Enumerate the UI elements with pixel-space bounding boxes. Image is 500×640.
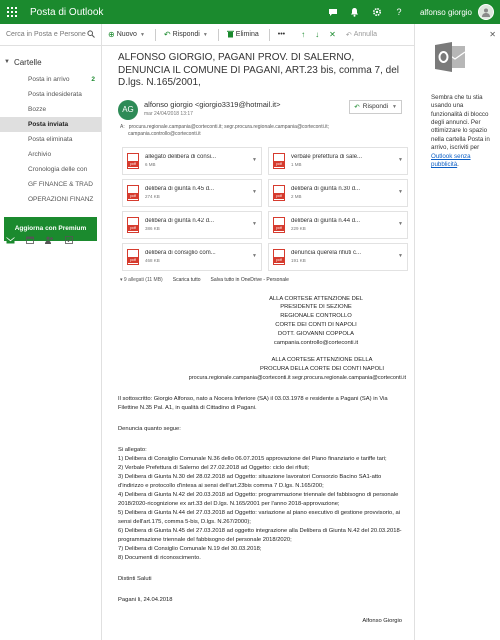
attachment-size: 229 KB xyxy=(291,226,306,231)
new-button[interactable] xyxy=(108,30,145,39)
divider xyxy=(269,29,270,41)
pdf-icon xyxy=(273,153,285,169)
folder-deleted[interactable] xyxy=(0,132,101,147)
ad-text: Sembra che tu stia usando una funzionalità di blocco degli annunci. Per ottimizzare lo spazio nella cartella Posta in arrivo, iscriviti per xyxy=(431,94,490,152)
place-date: Pagani li, 24.04.2018 xyxy=(118,596,173,603)
attachment-name: delibera di giunta n.44 d... xyxy=(291,218,361,224)
attachment-size: 191 KB xyxy=(291,258,306,263)
attachment-card[interactable] xyxy=(122,179,262,207)
search-input[interactable]: Cerca in Posta e Persone xyxy=(6,31,86,38)
signature: Alfonso Giorgio xyxy=(362,617,402,624)
chevron-down-icon: ▾ xyxy=(120,276,123,283)
address-line: PROCURA DELLA CORTE DEI CONTI NAPOLI xyxy=(260,366,384,373)
message-header xyxy=(118,100,406,120)
greeting: Distinti Saluti xyxy=(118,575,152,582)
divider xyxy=(155,29,156,41)
attachment-name: denuncia querela rifiuti c... xyxy=(291,250,362,256)
folder-archive[interactable] xyxy=(0,147,101,162)
address-line: DOTT. GIOVANNI COPPOLA xyxy=(278,331,354,338)
undo-button[interactable] xyxy=(346,31,377,39)
attachment-name: delibera di giunta n.45 d... xyxy=(145,186,215,192)
module-switcher xyxy=(0,234,101,248)
pdf-icon xyxy=(127,153,139,169)
bell-icon[interactable] xyxy=(344,0,366,24)
gear-icon[interactable] xyxy=(366,0,388,24)
attachment-card[interactable] xyxy=(122,211,262,239)
folder-operazioni[interactable] xyxy=(0,192,101,207)
app-title[interactable]: Posta di Outlook xyxy=(30,6,104,18)
recipients-line[interactable]: procura.regionale.campania@corteconti.it; segr.procura.regionale.campania@corteconti.it; xyxy=(128,123,329,130)
undo-icon: ↶ xyxy=(345,31,352,39)
address-line: CORTE DEI CONTI DI NAPOLI xyxy=(275,322,357,329)
pdf-icon xyxy=(127,249,139,265)
folder-conversation-history[interactable] xyxy=(0,162,101,177)
folder-label: Posta indesiderata xyxy=(28,91,82,98)
reply-icon: ↶ xyxy=(163,30,171,39)
list-item: 4) Delibera di Giunta N.42 del 20.03.2018 ad Oggetto: programmazione triennale del fabbisogno di personale 2018/2020-ricognizione ex art.33 del D.lgs. N.165/2001 per l'anno 2018-approvazione; xyxy=(118,491,399,507)
list-item: 1) Delibera di Consiglio Comunale N.36 dello 06.07.2015 approvazione del Piano finanziario e tariffe tari; xyxy=(118,455,387,462)
tasks-icon[interactable] xyxy=(65,236,73,246)
unread-count: 2 xyxy=(91,76,95,83)
divider xyxy=(218,29,219,41)
attachment-size: 2 MB xyxy=(291,194,302,199)
chevron-down-icon[interactable]: ▼ xyxy=(202,31,208,38)
chevron-down-icon[interactable]: ▼ xyxy=(398,252,403,259)
help-icon[interactable]: ? xyxy=(396,7,402,17)
attachment-card[interactable] xyxy=(268,243,408,271)
new-label: Nuovo xyxy=(116,31,137,38)
address-block-1 xyxy=(236,295,396,349)
pdf-icon xyxy=(273,185,285,201)
arrow-down-icon[interactable]: ↓ xyxy=(315,30,320,39)
attachment-name: verbale prefettura di sale... xyxy=(291,154,363,160)
chevron-down-icon[interactable]: ▼ xyxy=(252,220,257,227)
people-icon[interactable] xyxy=(45,236,54,246)
arrow-up-icon[interactable]: ↑ xyxy=(301,30,306,39)
delete-button[interactable] xyxy=(227,30,259,40)
attachment-name: delibera di consiglio com... xyxy=(145,250,216,256)
recipients-line[interactable]: campania.controllo@corteconti.it xyxy=(128,131,201,137)
message-body xyxy=(118,295,406,626)
chevron-down-icon[interactable]: ▼ xyxy=(4,59,10,65)
attachment-size: 274 KB xyxy=(145,194,160,199)
delete-label: Elimina xyxy=(235,31,259,38)
attachment-card[interactable] xyxy=(268,179,408,207)
undo-label: Annulla xyxy=(353,31,378,38)
address-line: ALLA CORTESE ATTENZIONE DEL xyxy=(269,295,363,302)
attachment-size: 386 KB xyxy=(145,226,160,231)
plus-icon: ⊕ xyxy=(108,30,115,39)
list-item: 6) Delibera di Giunta N.45 del 27.03.2018 ad oggetto integrazione alla Delibera di Giunta N.42 del 20.03.2018-programmazione triennale del fabbisogno del personale 2018/2020; xyxy=(118,527,402,543)
attachment-card[interactable] xyxy=(268,211,408,239)
reply-label: Rispondi xyxy=(172,31,200,38)
attachment-count: 9 allegati (11 MB) xyxy=(123,276,163,283)
command-bar xyxy=(102,24,414,46)
folder-junk[interactable] xyxy=(0,87,101,102)
ad-suffix: . xyxy=(457,160,459,168)
folder-label: Posta inviata xyxy=(28,121,69,128)
attachment-card[interactable] xyxy=(122,147,262,175)
outlook-logo-icon xyxy=(435,42,467,72)
chevron-down-icon[interactable]: ▼ xyxy=(139,31,145,38)
attachment-size: 1 MB xyxy=(291,162,302,167)
folder-drafts[interactable] xyxy=(0,102,101,117)
ad-free-link[interactable]: Outlook senza pubblicità xyxy=(431,152,471,168)
attachment-summary[interactable] xyxy=(120,277,163,283)
waffle-icon[interactable] xyxy=(0,0,24,24)
trash-icon xyxy=(227,30,234,40)
ad-pane xyxy=(414,24,500,640)
folder-label: Cronologia delle con xyxy=(28,166,88,173)
mail-icon[interactable] xyxy=(6,237,15,246)
chevron-down-icon[interactable]: ▼ xyxy=(252,156,257,163)
chevron-down-icon[interactable]: ▼ xyxy=(398,220,403,227)
attachment-name: delibera di giunta n.30 d... xyxy=(291,186,361,192)
intro-paragraph: Il sottoscritto: Giorgio Alfonso, nato a Nocera Inferiore (SA) il 03.03.1978 e residente a Pagani (SA) in Via Filettine N.35 Pal. A1, in qualità di Cittadino di Pagani. xyxy=(118,395,388,411)
attachment-grid xyxy=(122,147,406,271)
chevron-down-icon[interactable]: ▼ xyxy=(252,252,257,259)
folder-sent[interactable] xyxy=(0,117,101,132)
attachment-card[interactable] xyxy=(122,243,262,271)
address-line: PRESIDENTE DI SEZIONE xyxy=(280,304,352,311)
document-list xyxy=(118,455,406,563)
reading-pane xyxy=(102,46,414,640)
folders-header[interactable] xyxy=(0,52,101,72)
chevron-down-icon[interactable]: ▼ xyxy=(392,103,397,110)
recipient-prefix: A: xyxy=(120,123,125,130)
folder-label: Posta in arrivo xyxy=(28,76,70,83)
pdf-icon xyxy=(127,185,139,201)
pdf-icon xyxy=(273,249,285,265)
reply-button[interactable] xyxy=(349,100,402,114)
reply-menu-button[interactable] xyxy=(164,30,208,39)
pdf-icon xyxy=(273,217,285,233)
attachment-name: allegato delibera di consi... xyxy=(145,154,217,160)
close-icon[interactable]: ✕ xyxy=(489,30,496,39)
close-icon[interactable]: ✕ xyxy=(329,30,336,39)
list-item: 3) Delibera di Giunta N.30 del 28.02.2018 ad Oggetto: situazione lavoratori Consorzio Bacino SA1-atto d'indirizzo e protocollo d'intesa ai sensi dell'art.23bis comma 7 D.lgs. N.165/200; xyxy=(118,473,382,489)
address-line: campania.controllo@corteconti.it xyxy=(273,340,359,347)
folder-list xyxy=(0,72,101,207)
folder-label: OPERAZIONI FINANZ xyxy=(28,196,94,203)
premium-button[interactable]: Aggiorna con Premium xyxy=(4,217,97,241)
sent-date: mar 24/04/2018 13:17 xyxy=(144,110,193,117)
chevron-down-icon[interactable]: ▼ xyxy=(252,188,257,195)
folder-label: Archivio xyxy=(28,151,52,158)
address-block-2 xyxy=(118,356,406,382)
reply-icon: ↶ xyxy=(354,103,360,111)
folder-inbox[interactable] xyxy=(0,72,101,87)
attachment-size: 468 KB xyxy=(145,258,160,263)
attachment-actions xyxy=(120,277,406,283)
reply-label: Rispondi xyxy=(362,103,389,110)
folder-label: Posta eliminata xyxy=(28,136,73,143)
folder-label: GF FINANCE & TRAD xyxy=(28,181,93,188)
attachment-name: delibera di giunta n.42 d... xyxy=(145,218,215,224)
message-subject: ALFONSO GIORGIO, PAGANI PROV. DI SALERNO, DENUNCIA IL COMUNE DI PAGANI, ART.23 bis, comma 7, del D.lgs. N.165/2001, xyxy=(118,52,400,88)
skype-icon[interactable] xyxy=(322,0,344,24)
chevron-down-icon[interactable]: ▼ xyxy=(398,156,403,163)
address-line: REGIONALE CONTROLLO xyxy=(280,313,352,320)
list-item: 7) Delibera di Consiglio Comunale N.19 del 30.03.2018; xyxy=(118,545,262,552)
list-item: 2) Verbale Prefettura di Salerno del 27.02.2018 ad Oggetto: ciclo dei rifiuti; xyxy=(118,464,310,471)
calendar-icon[interactable] xyxy=(26,236,34,246)
sender-avatar[interactable]: AG xyxy=(118,100,138,120)
ad-message xyxy=(431,94,495,169)
attachment-size: 6 MB xyxy=(145,162,156,167)
user-name[interactable]: alfonso giorgio xyxy=(419,7,472,17)
user-avatar[interactable] xyxy=(478,4,494,20)
attachment-card[interactable] xyxy=(268,147,408,175)
list-item: 5) Delibera di Giunta N.44 del 27.03.2018 ad Oggetto: variazione al piano esecutivo di gestione provvisorio, ai sensi dell'art.175, comma 5-bis, D.lgs. N.267/2000); xyxy=(118,509,400,525)
search-icon[interactable] xyxy=(87,30,95,40)
save-onedrive-link[interactable]: Salva tutto in OneDrive - Personale xyxy=(210,276,289,283)
folder-gf-finance[interactable] xyxy=(0,177,101,192)
chevron-down-icon[interactable]: ▼ xyxy=(398,188,403,195)
sidebar xyxy=(0,24,102,640)
sender-name[interactable]: alfonso giorgio <giorgio3319@hotmail.it> xyxy=(144,99,281,109)
list-item: 8) Documenti di riconoscimento. xyxy=(118,554,201,561)
pdf-icon xyxy=(127,217,139,233)
more-icon: ••• xyxy=(277,31,286,38)
address-line: procura.regionale.campania@corteconti.it segr.procura.regionale.campania@corteconti.it xyxy=(188,375,406,382)
folders-label: Cartelle xyxy=(13,57,42,67)
top-bar xyxy=(0,0,500,24)
navigation-arrows xyxy=(301,30,336,39)
recipients xyxy=(118,124,406,139)
attached-label: Si allegato: xyxy=(118,446,147,453)
download-all-link[interactable]: Scarica tutto xyxy=(172,276,201,283)
folder-label: Bozze xyxy=(28,106,47,113)
search-box[interactable] xyxy=(0,24,101,46)
denounce-line: Denuncia quanto segue: xyxy=(118,425,181,432)
more-options-button[interactable] xyxy=(278,31,285,38)
address-line: ALLA CORTESE ATTENZIONE DELLA xyxy=(271,357,373,364)
